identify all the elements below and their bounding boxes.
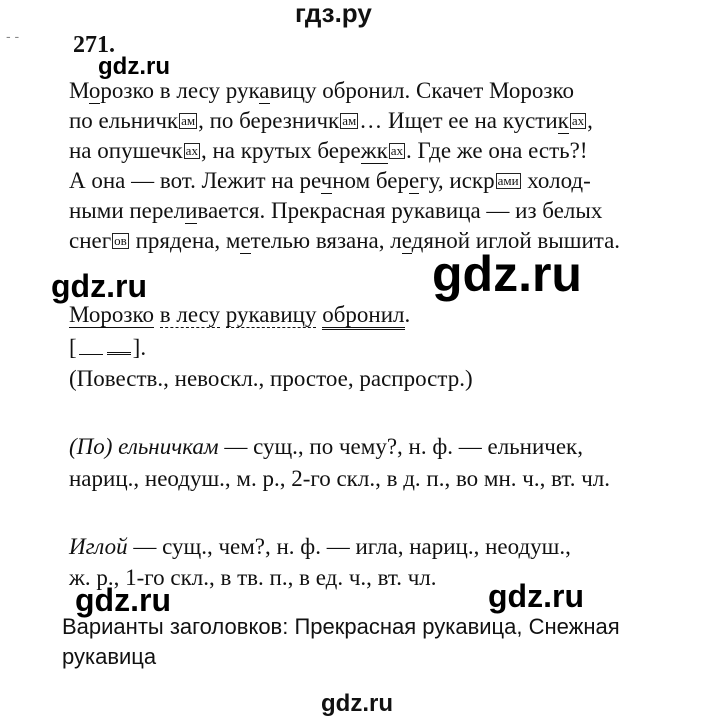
parse-1-word: (По) ельничкам [69,434,219,459]
watermark-bottom: gdz.ru [321,690,393,717]
ending-box: ах [571,113,585,128]
parse-1-line-1: (По) ельничкам — сущ., по чему?, н. ф. — ельничек, [69,434,583,459]
title-variants-line-1: Варианты заголовков: Прекрасная рукавица, Снежная [62,614,620,639]
text-line-2: по ельничк ам , по березничк ам … Ищет ее на кустик ах , [69,108,593,133]
parse-2-line-2: ж. р., 1-го скл., в тв. п., в ед. ч., вт. чл. [69,565,437,590]
subject: Морозко [69,302,154,327]
sentence-analysis: Морозко в лесу рукавицу обронил. [69,300,410,330]
parse-2-word: Иглой [69,534,128,559]
text-line-4: А она — вот. Лежит на речном берегу, искр ами холод- [69,168,591,193]
ending-box: ах [390,143,404,158]
sentence-scheme: [ ]. [69,335,147,360]
text-line-3: на опушечк ах , на крутых бережк ах . Где же она есть?! [69,138,588,163]
text-line-5: ными переливается. Прекрасная рукавица — из белых [69,198,603,223]
object: рукавицу [225,302,317,327]
watermark-middle-right: gdz.ru [432,246,582,302]
watermark-lower-right: gdz.ru [488,578,584,614]
text-line-1: Морозко в лесу рукавицу обронил. Скачет Морозко [69,78,575,103]
ending-box: ах [185,143,198,158]
parse-2-line-1: Иглой — сущ., чем?, н. ф. — игла, нариц., неодуш., [69,534,571,559]
ending-box: ов [114,233,127,248]
ending-box: ам [342,113,357,128]
parse-1-line-2: нариц., неодуш., м. р., 2-го скл., в д. п., во мн. ч., вт. чл. [69,466,610,491]
title-variants-line-2: рукавица [62,644,157,669]
watermark-middle-left: gdz.ru [51,268,147,304]
watermark-lower-left: gdz.ru [75,582,171,618]
ending-box: ам [181,113,196,128]
predicate: обронил [322,302,404,330]
sentence-characteristics: (Повеств., невоскл., простое, распростр.) [69,366,473,391]
text-line-6: снег ов прядена, метелью вязана, ледяной иглой вышита. [69,228,621,253]
watermark-top-left: gdz.ru [98,53,170,80]
ending-box: ами [497,173,519,188]
exercise-number: 271. [73,32,115,58]
margin-dash: - - [6,28,20,44]
adverbial: в лесу [159,302,221,327]
site-title: гдз.ру [295,0,372,28]
